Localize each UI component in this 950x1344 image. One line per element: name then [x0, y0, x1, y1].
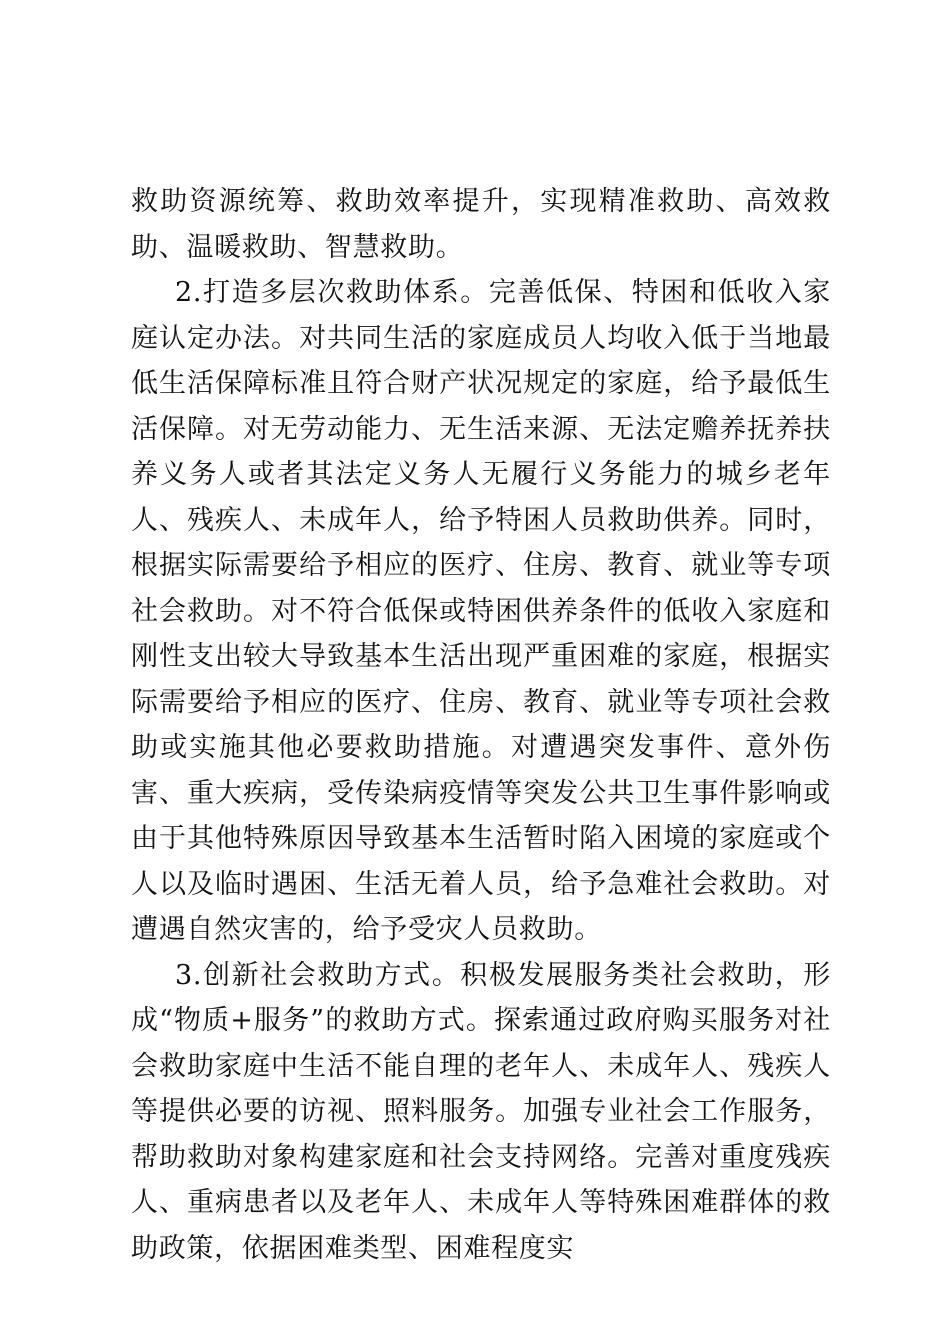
paragraph-innovative-assistance-methods: 3.创新社会救助方式。积极发展服务类社会救助，形成“物质+服务”的救助方式。探索通过政府购买服务对社会救助家庭中生活不能自理的老年人、未成年人、残疾人等提供必要的访视、照料服务。加强专业社会工作服务，帮助救助对象构建家庭和社会支持网络。完善对重度残疾人、重病患者以及老年人、未成年人等特殊困难群体的救助政策，依据困难类型、困难程度实: [131, 959, 831, 1264]
body-text: [131, 179, 831, 1271]
paragraph-multilevel-assistance-system: 2.打造多层次救助体系。完善低保、特困和低收入家庭认定办法。对共同生活的家庭成员人均收入低于当地最低生活保障标准且符合财产状况规定的家庭，给予最低生活保障。对无劳动能力、无生活来源、无法定赡养抚养扶养义务人或者其法定义务人无履行义务能力的城乡老年人、残疾人、未成年人，给予特困人员救助供养。同时，根据实际需要给予相应的医疗、住房、教育、就业等专项社会救助。对不符合低保或特困供养条件的低收入家庭和刚性支出较大导致基本生活出现严重困难的家庭，根据实际需要给予相应的医疗、住房、教育、就业等专项社会救助或实施其他必要救助措施。对遭遇突发事件、意外伤害、重大疾病，受传染病疫情等突发公共卫生事件影响或由于其他特殊原因导致基本生活暂时陷入困境的家庭或个人以及临时遇困、生活无着人员，给予急难社会救助。对遭遇自然灾害的，给予受灾人员救助。: [131, 277, 831, 945]
paragraph-continuation: 救助资源统筹、救助效率提升，实现精准救助、高效救助、温暖救助、智慧救助。: [131, 186, 831, 263]
